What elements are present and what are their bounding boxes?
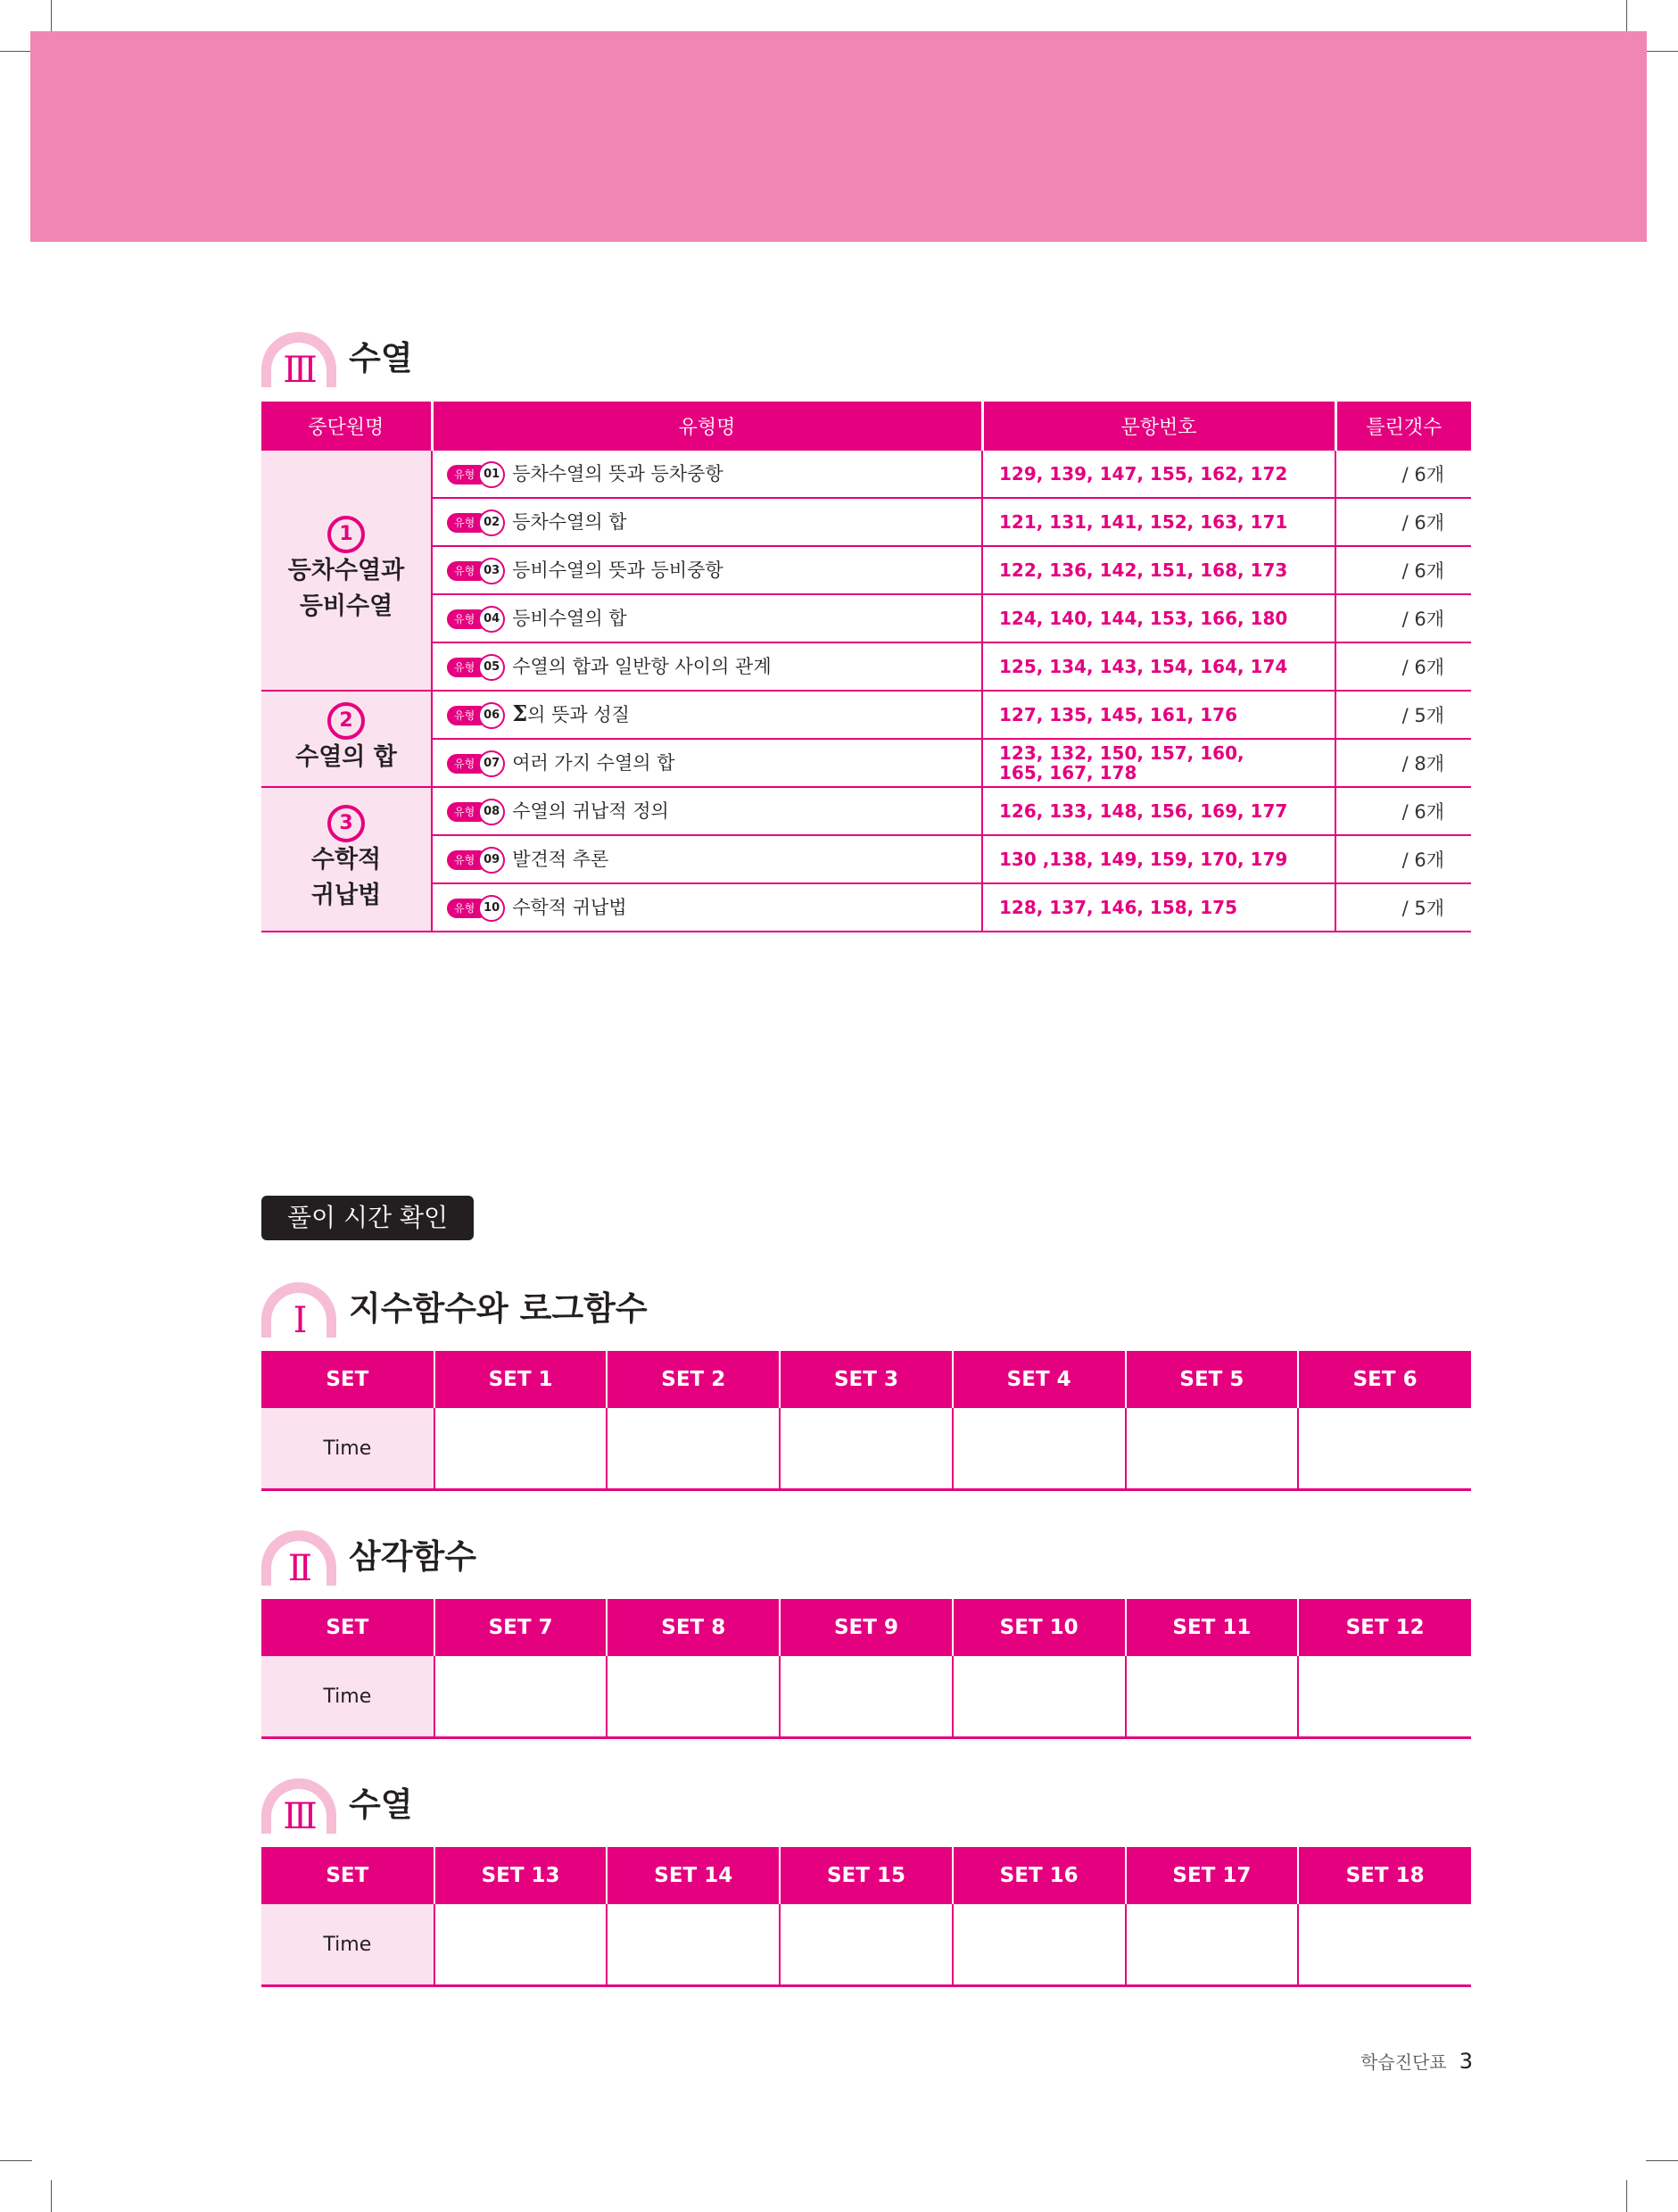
type-name: 수열의 합과 일반항 사이의 관계 — [512, 656, 772, 677]
set-header: SET — [261, 1847, 434, 1904]
set-label: SET 4 — [953, 1351, 1126, 1408]
wrong-count: / 5개 — [1335, 883, 1471, 932]
time-cell[interactable] — [434, 1656, 608, 1738]
wrong-count: / 6개 — [1335, 498, 1471, 546]
item-numbers: 124, 140, 144, 153, 166, 180 — [982, 594, 1335, 642]
type-cell — [432, 691, 982, 739]
type-cell — [432, 835, 982, 883]
type-cell — [432, 498, 982, 546]
wrong-count: / 8개 — [1335, 739, 1471, 787]
time-cell[interactable] — [953, 1656, 1126, 1738]
page-number: 3 — [1459, 2049, 1473, 2074]
time-cell[interactable] — [780, 1408, 953, 1490]
set-label: SET 17 — [1126, 1847, 1299, 1904]
type-cell — [432, 883, 982, 932]
table-row — [261, 691, 1471, 739]
type-name: 발견적 추론 — [512, 849, 609, 870]
set-label: SET 15 — [780, 1847, 953, 1904]
set-label: SET 9 — [780, 1599, 953, 1656]
table-row — [261, 787, 1471, 835]
sigma-symbol: Σ — [512, 700, 528, 726]
subunit-number: 2 — [327, 702, 365, 740]
wrong-count: / 6개 — [1335, 642, 1471, 691]
type-name: 수열의 귀납적 정의 — [512, 800, 669, 822]
set-label: SET 8 — [607, 1599, 780, 1656]
section-title: 수열 — [349, 339, 413, 377]
section-numeral-badge — [261, 1529, 336, 1589]
time-row-label: Time — [261, 1408, 434, 1490]
section-numeral-badge — [261, 1777, 336, 1837]
type-name: 의 뜻과 성질 — [527, 704, 630, 725]
header-subunit: 중단원명 — [261, 402, 432, 451]
header-wrong-count: 틀린갯수 — [1335, 402, 1471, 451]
section-numeral: Ⅲ — [283, 350, 315, 391]
type-cell — [432, 787, 982, 835]
set-label: SET 13 — [434, 1847, 608, 1904]
time-table — [261, 1847, 1471, 1987]
section-heading — [261, 1529, 476, 1589]
time-cell[interactable] — [1126, 1408, 1299, 1490]
item-numbers: 130 ,138, 149, 159, 170, 179 — [982, 835, 1335, 883]
wrong-count: / 6개 — [1335, 546, 1471, 594]
time-cell[interactable] — [780, 1904, 953, 1986]
item-numbers: 129, 139, 147, 155, 162, 172 — [982, 451, 1335, 498]
type-cell — [432, 546, 982, 594]
type-name: 등차수열의 합 — [512, 511, 627, 533]
type-badge: 유형 07 — [447, 750, 505, 777]
set-label: SET 12 — [1298, 1599, 1471, 1656]
set-label: SET 14 — [607, 1847, 780, 1904]
set-label: SET 1 — [434, 1351, 608, 1408]
time-cell[interactable] — [1298, 1904, 1471, 1986]
subunit-cell — [261, 691, 432, 787]
set-label: SET 3 — [780, 1351, 953, 1408]
set-header: SET — [261, 1351, 434, 1408]
crop-mark — [51, 2180, 52, 2212]
section-title: 지수함수와 로그함수 — [349, 1289, 648, 1328]
wrong-count: / 6개 — [1335, 835, 1471, 883]
subunit-number: 3 — [327, 805, 365, 842]
time-cell[interactable] — [1298, 1408, 1471, 1490]
diagnosis-table — [261, 402, 1471, 932]
item-numbers: 122, 136, 142, 151, 168, 173 — [982, 546, 1335, 594]
type-badge: 유형 03 — [447, 558, 505, 584]
set-label: SET 7 — [434, 1599, 608, 1656]
item-numbers: 125, 134, 143, 154, 164, 174 — [982, 642, 1335, 691]
table-row — [261, 546, 1471, 594]
section-heading — [261, 1777, 413, 1837]
subunit-number: 1 — [327, 516, 365, 553]
item-numbers: 121, 131, 141, 152, 163, 171 — [982, 498, 1335, 546]
subunit-name: 귀납법 — [310, 882, 382, 909]
item-numbers: 128, 137, 146, 158, 175 — [982, 883, 1335, 932]
type-badge: 유형 09 — [447, 847, 505, 874]
table-row — [261, 498, 1471, 546]
wrong-count: / 5개 — [1335, 691, 1471, 739]
type-badge: 유형 04 — [447, 606, 505, 633]
time-cell[interactable] — [607, 1656, 780, 1738]
table-row — [261, 739, 1471, 787]
item-numbers: 123, 132, 150, 157, 160, 165, 167, 178 — [982, 739, 1335, 787]
type-cell — [432, 642, 982, 691]
time-cell[interactable] — [780, 1656, 953, 1738]
item-numbers: 126, 133, 148, 156, 169, 177 — [982, 787, 1335, 835]
section-numeral-badge — [261, 1280, 336, 1341]
subunit-name: 수학적 — [310, 846, 382, 874]
time-cell[interactable] — [953, 1408, 1126, 1490]
crop-mark — [1626, 2180, 1627, 2212]
section-heading — [261, 330, 413, 391]
time-cell[interactable] — [1298, 1656, 1471, 1738]
crop-mark — [1626, 0, 1627, 32]
header-type: 유형명 — [432, 402, 982, 451]
type-badge: 유형 02 — [447, 510, 505, 536]
type-badge: 유형 08 — [447, 799, 505, 825]
time-table — [261, 1351, 1471, 1491]
table-row — [261, 594, 1471, 642]
set-label: SET 10 — [953, 1599, 1126, 1656]
type-badge: 유형 06 — [447, 702, 505, 729]
table-row — [261, 451, 1471, 498]
time-cell[interactable] — [1126, 1656, 1299, 1738]
type-name: 여러 가지 수열의 합 — [512, 752, 675, 774]
page-footer — [1360, 2048, 1473, 2074]
table-row — [261, 642, 1471, 691]
section-numeral-badge — [261, 330, 336, 391]
crop-mark — [51, 0, 52, 32]
header-item-numbers: 문항번호 — [982, 402, 1335, 451]
table-row — [261, 883, 1471, 932]
section-title: 삼각함수 — [349, 1537, 476, 1576]
wrong-count: / 6개 — [1335, 594, 1471, 642]
set-label: SET 18 — [1298, 1847, 1471, 1904]
set-label: SET 16 — [953, 1847, 1126, 1904]
section-numeral: Ⅲ — [283, 1796, 315, 1837]
crop-mark — [0, 51, 32, 52]
type-name: 수학적 귀납법 — [512, 897, 627, 918]
time-cell[interactable] — [1126, 1904, 1299, 1986]
set-label: SET 6 — [1298, 1351, 1471, 1408]
time-cell[interactable] — [607, 1904, 780, 1986]
set-label: SET 5 — [1126, 1351, 1299, 1408]
type-name: 등차수열의 뜻과 등차중항 — [512, 463, 723, 485]
type-badge: 유형 01 — [447, 461, 505, 488]
section-title: 수열 — [349, 1785, 413, 1824]
crop-mark — [1646, 2160, 1678, 2161]
table-row — [261, 835, 1471, 883]
time-cell[interactable] — [953, 1904, 1126, 1986]
wrong-count: / 6개 — [1335, 451, 1471, 498]
time-row-label: Time — [261, 1656, 434, 1738]
footer-label: 학습진단표 — [1360, 2051, 1447, 2073]
type-name: 등비수열의 합 — [512, 608, 627, 629]
type-badge: 유형 10 — [447, 895, 505, 922]
subunit-cell — [261, 787, 432, 932]
time-cell[interactable] — [434, 1904, 608, 1986]
type-badge: 유형 05 — [447, 654, 505, 681]
section-heading — [261, 1280, 648, 1341]
subunit-name: 수열의 합 — [295, 743, 397, 771]
type-name: 등비수열의 뜻과 등비중항 — [512, 559, 723, 581]
set-label: SET 2 — [607, 1351, 780, 1408]
time-table — [261, 1599, 1471, 1739]
item-numbers: 127, 135, 145, 161, 176 — [982, 691, 1335, 739]
subunit-cell — [261, 451, 432, 691]
time-row-label: Time — [261, 1904, 434, 1986]
time-cell[interactable] — [434, 1408, 608, 1490]
section-numeral: Ⅱ — [287, 1548, 310, 1589]
section-numeral: Ⅰ — [293, 1300, 305, 1341]
time-check-label: 풀이 시간 확인 — [261, 1196, 474, 1240]
wrong-count: / 6개 — [1335, 787, 1471, 835]
time-cell[interactable] — [607, 1408, 780, 1490]
subunit-name: 등비수열 — [299, 592, 393, 620]
subunit-name: 등차수열과 — [287, 557, 405, 584]
crop-mark — [0, 2160, 32, 2161]
type-cell — [432, 739, 982, 787]
set-header: SET — [261, 1599, 434, 1656]
set-label: SET 11 — [1126, 1599, 1299, 1656]
type-cell — [432, 451, 982, 498]
type-cell — [432, 594, 982, 642]
header-banner — [30, 31, 1647, 242]
crop-mark — [1646, 51, 1678, 52]
